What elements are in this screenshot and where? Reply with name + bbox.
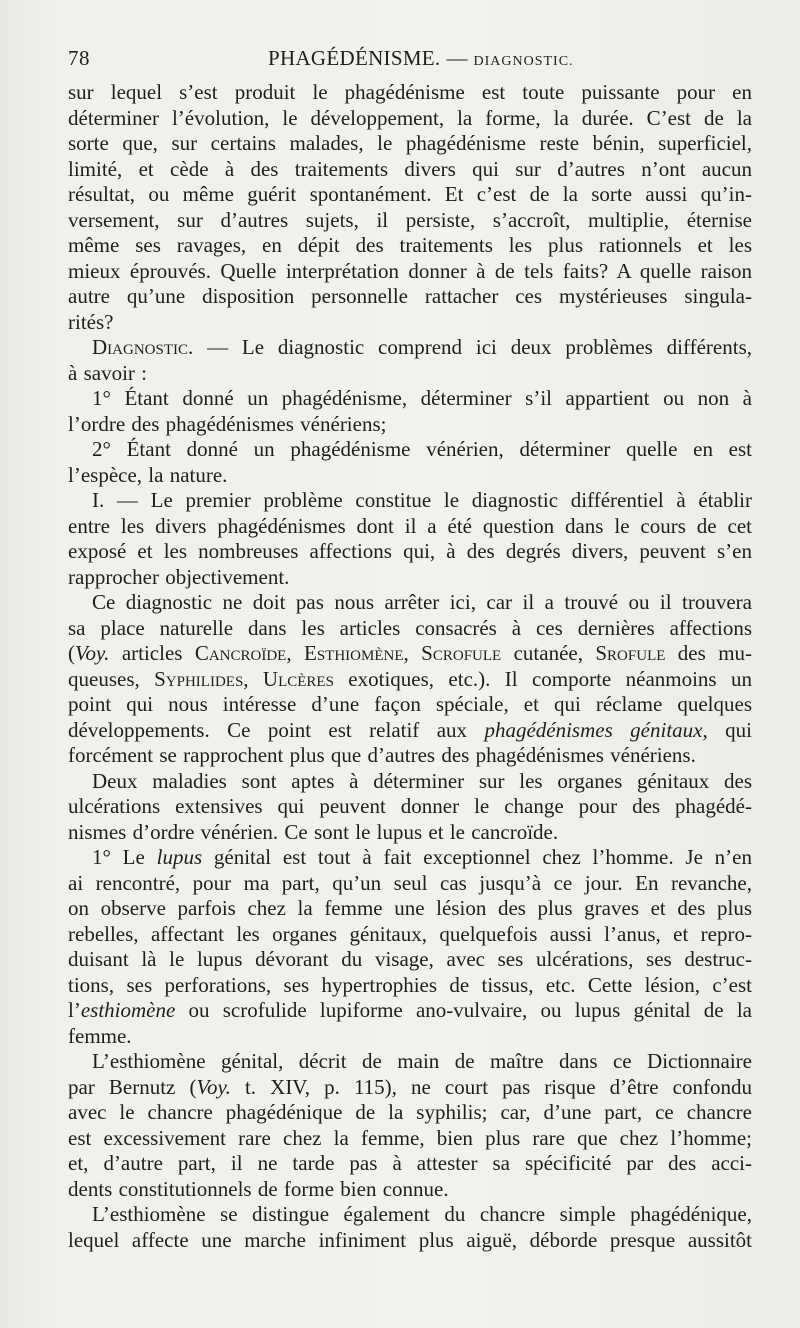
text-run: t. XIV, p. 115), ne court pas risque d’être confondu — [230, 1074, 752, 1099]
text-line — [68, 182, 752, 208]
text-run: développements. Ce point est relatif aux — [68, 717, 485, 742]
text-run: sa place naturelle dans les articles consacrés à ces dernières affections — [68, 615, 752, 640]
text-line — [68, 769, 752, 795]
body-text — [68, 80, 752, 1253]
text-run: Deux maladies sont aptes à déterminer sur les organes génitaux des — [92, 768, 752, 793]
text-run: ai rencontré, pour ma part, qu’un seul cas jusqu’à ce jour. En revanche, — [68, 870, 752, 895]
text-run: résultat, ou même guérit spontanément. Et c’est de la sorte aussi qu’in- — [68, 182, 752, 206]
text-run: forcément se rapprochent plus que d’autres des phagédénismes vénériens. — [68, 743, 696, 767]
text-run: versement, sur d’autres sujets, il persiste, s’accroît, multiplie, éternise — [68, 207, 752, 232]
text-run: , — [403, 641, 422, 665]
text-line — [68, 871, 752, 897]
text-run: des mu- — [665, 641, 753, 665]
text-line — [68, 1202, 752, 1228]
text-line — [68, 1151, 752, 1177]
text-line — [68, 820, 752, 846]
text-line — [68, 539, 752, 565]
running-head — [268, 46, 574, 71]
text-line — [68, 845, 752, 871]
small-caps-term: Esthiomène — [304, 641, 404, 665]
text-run: , — [243, 666, 263, 691]
text-line — [68, 718, 752, 744]
text-run: l’espèce, la nature. — [68, 462, 228, 487]
text-run: queuses, — [68, 666, 155, 691]
text-line — [68, 590, 752, 616]
small-caps-term: Ulcères — [262, 666, 334, 691]
text-run: nismes d’ordre vénérien. Ce sont le lupus et le cancroïde. — [68, 819, 559, 844]
text-line — [68, 616, 752, 642]
text-line — [68, 259, 752, 285]
text-run: qui — [707, 717, 752, 742]
italic-term: Voy. — [196, 1074, 231, 1099]
text-run: entre les divers phagédénismes dont il a été question dans le cours de cet — [68, 513, 752, 538]
page-header — [68, 46, 750, 76]
text-line — [68, 335, 752, 361]
text-run: duisant là le lupus dévorant du visage, avec ses ulcérations, ses destruc- — [68, 947, 752, 971]
text-line — [68, 1100, 752, 1126]
text-run: même ses ravages, en dépit des traitements les plus rationnels et les — [68, 233, 752, 257]
text-line — [68, 973, 752, 999]
text-run: rités? — [68, 309, 114, 334]
text-run: on observe parfois chez la femme une lésion des plus graves et des plus — [68, 896, 752, 920]
italic-term: Voy. — [75, 641, 110, 665]
text-run: point qui nous intéresse d’une façon spéciale, et qui réclame quelques — [68, 692, 752, 716]
text-line — [68, 794, 752, 820]
text-line — [68, 1126, 752, 1152]
small-caps-term: Diagnostic. — [92, 335, 194, 359]
text-line — [68, 514, 752, 540]
text-run: est excessivement rare chez la femme, bien plus rare que chez l’homme; — [68, 1125, 752, 1150]
text-run: génital est tout à fait exceptionnel chez l’homme. Je n’en — [202, 845, 752, 869]
text-line — [68, 565, 752, 591]
text-run: mieux éprouvés. Quelle interprétation donner à de tels faits? A quelle raison — [68, 258, 752, 283]
text-line — [68, 1024, 752, 1050]
text-line — [68, 998, 752, 1024]
text-line — [68, 386, 752, 412]
text-line — [68, 922, 752, 948]
text-line — [68, 361, 752, 387]
text-run: tions, ses perforations, ses hypertrophies de tissus, etc. Cette lésion, c’est — [68, 972, 752, 997]
small-caps-term: Scrofule — [421, 641, 502, 665]
text-run: sur lequel s’est produit le phagédénisme est toute puissante pour en — [68, 80, 752, 104]
text-line — [68, 947, 752, 973]
text-run: dents constitutionnels de forme bien connue. — [68, 1176, 449, 1201]
text-line — [68, 743, 752, 769]
text-run: lequel affecte une marche infiniment plus aiguë, déborde presque aussitôt — [68, 1227, 752, 1252]
text-line — [68, 80, 752, 106]
small-caps-term: Syphilides — [154, 666, 244, 691]
text-run: cutanée, — [501, 641, 596, 665]
text-run: l’ — [68, 998, 81, 1022]
text-line — [68, 437, 752, 463]
text-line — [68, 692, 752, 718]
text-line — [68, 412, 752, 438]
text-run: femme. — [68, 1023, 132, 1048]
text-run: par Bernutz ( — [68, 1074, 197, 1099]
text-run: rebelles, affectant les organes génitaux, quelquefois aussi l’anus, et repro- — [68, 921, 752, 946]
text-line — [68, 131, 752, 157]
text-line — [68, 1049, 752, 1075]
text-line — [68, 284, 752, 310]
text-run: déterminer l’évolution, le développement, la forme, la durée. C’est de la — [68, 105, 752, 130]
text-line — [68, 310, 752, 336]
italic-term: esthiomène — [80, 998, 176, 1022]
small-caps-term: Cancroïde — [194, 641, 287, 665]
text-run: ( — [68, 641, 75, 665]
text-run: , — [286, 641, 305, 665]
text-line — [68, 667, 752, 693]
text-run: articles — [109, 641, 195, 665]
text-line — [68, 106, 752, 132]
text-line — [68, 488, 752, 514]
text-line — [68, 1228, 752, 1254]
text-line — [68, 463, 752, 489]
text-line — [68, 157, 752, 183]
text-run: et, d’autre part, il ne tarde pas à attester sa spécificité par des acci- — [68, 1151, 752, 1175]
text-run: 1° Étant donné un phagédénisme, déterminer s’il appartient ou non à — [92, 386, 752, 410]
text-line — [68, 1177, 752, 1203]
text-line — [68, 896, 752, 922]
small-caps-term: Srofule — [595, 641, 666, 665]
text-run: avec le chancre phagédénique de la syphilis; car, d’une part, ce chancre — [68, 1100, 752, 1124]
text-run: I. — Le premier problème constitue le diagnostic différentiel à établir — [92, 488, 752, 512]
text-run: rapprocher objectivement. — [68, 564, 290, 589]
running-section: DIAGNOSTIC. — [473, 54, 574, 69]
text-run: L’esthiomène se distingue également du chancre simple phagédénique, — [92, 1202, 752, 1226]
text-run: 2° Étant donné un phagédénisme vénérien, déterminer quelle en est — [92, 437, 752, 461]
text-run: — Le diagnostic comprend ici deux problèmes différents, — [193, 335, 752, 359]
text-run: Ce diagnostic ne doit pas nous arrêter ici, car il a trouvé ou il trouvera — [92, 590, 752, 614]
text-line — [68, 208, 752, 234]
text-run: à savoir : — [68, 360, 147, 385]
page-number: 78 — [68, 46, 90, 70]
text-run: ou scrofulide lupiforme ano-vulvaire, ou lupus génital de la — [175, 998, 752, 1022]
italic-term: lupus — [156, 845, 203, 869]
text-run: 1° Le — [92, 845, 157, 869]
text-run: limité, et cède à des traitements divers qui sur d’autres n’ont aucun — [68, 156, 752, 181]
text-run: exposé et les nombreuses affections qui, à des degrés divers, peuvent s’en — [68, 539, 752, 563]
text-run: sorte que, sur certains malades, le phagédénisme reste bénin, superficiel, — [68, 131, 752, 155]
text-run: ulcérations extensives qui peuvent donner le change pour des phagédé- — [68, 794, 752, 818]
text-run: L’esthiomène génital, décrit de main de maître dans ce Dictionnaire — [92, 1049, 752, 1073]
running-title: PHAGÉDÉNISME. — [268, 46, 441, 70]
text-run: autre qu’une disposition personnelle rattacher ces mystérieuses singula- — [68, 284, 752, 308]
italic-term: phagédénismes génitaux, — [484, 717, 708, 742]
text-run: l’ordre des phagédénismes vénériens; — [68, 411, 387, 436]
text-run: exotiques, etc.). Il comporte néanmoins un — [333, 666, 752, 691]
running-head-dash: — — [446, 46, 468, 70]
text-line — [68, 1075, 752, 1101]
text-line — [68, 233, 752, 259]
text-line — [68, 641, 752, 667]
